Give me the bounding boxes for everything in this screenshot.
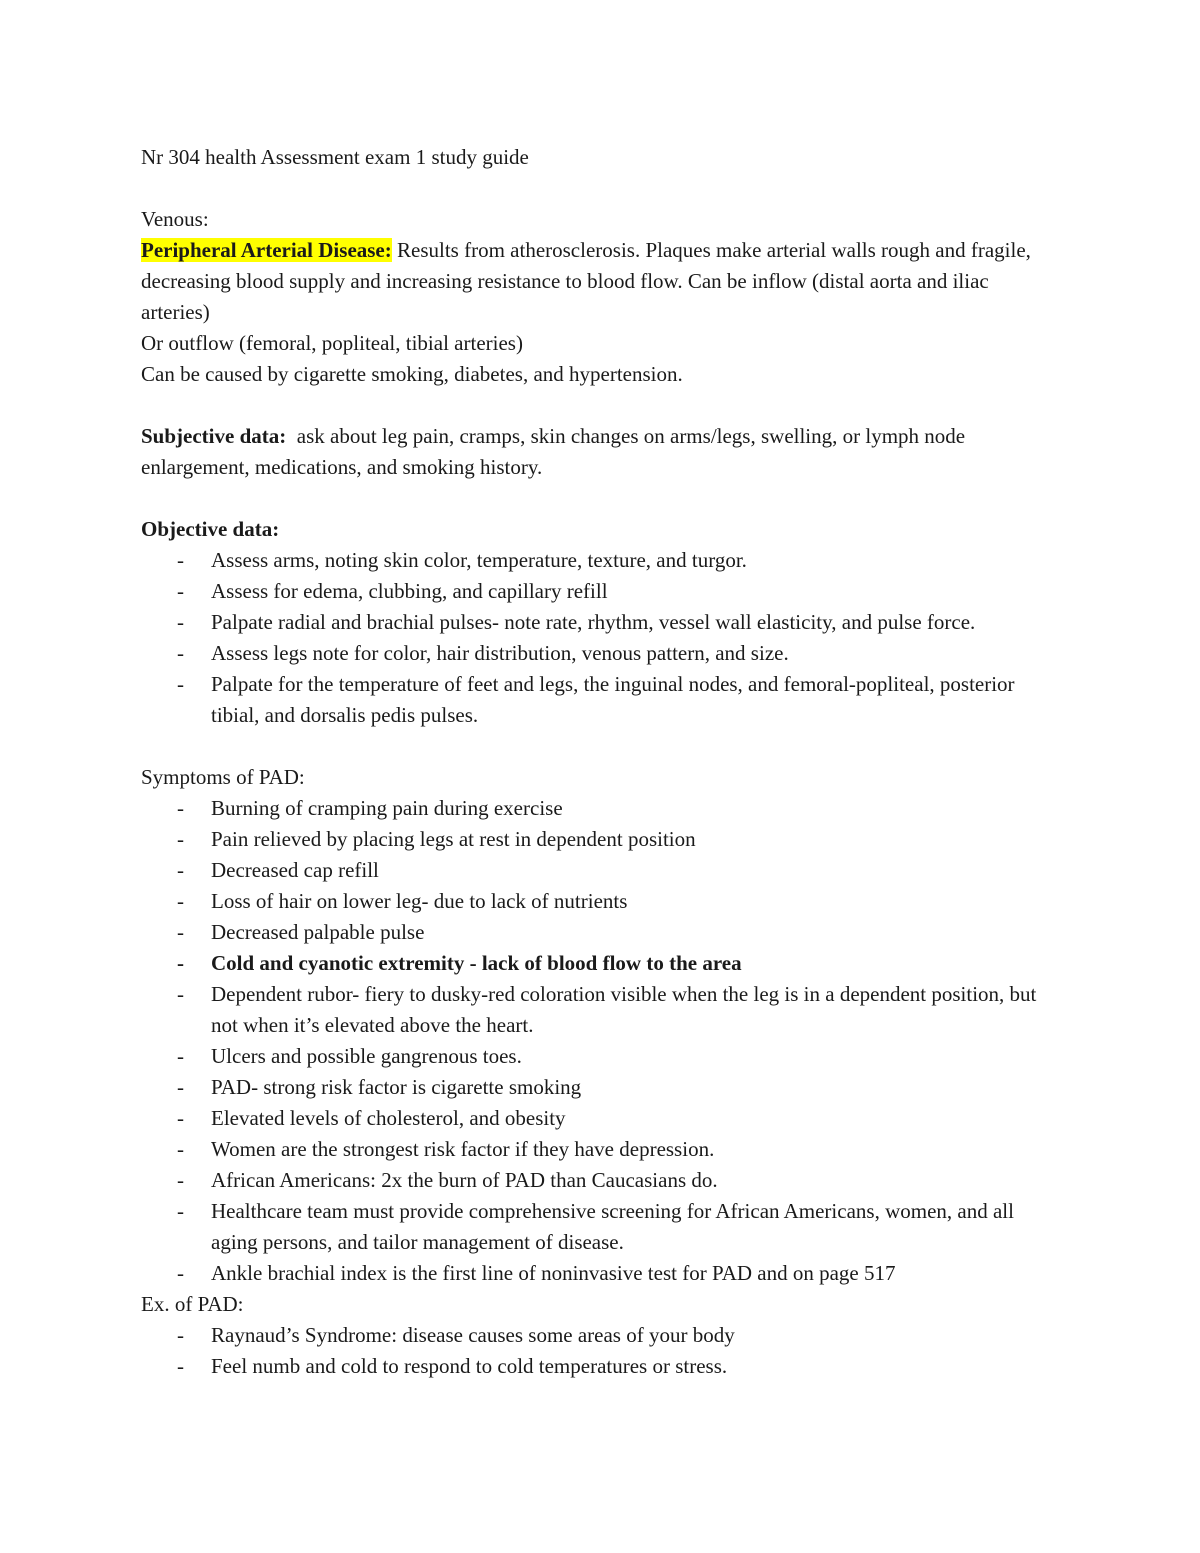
- document-title: Nr 304 health Assessment exam 1 study guide: [141, 145, 529, 169]
- subjective-data-paragraph: [141, 421, 1051, 483]
- list-item: - Palpate radial and brachial pulses- note rate, rhythm, vessel wall elasticity, and pulse force.: [141, 607, 1051, 638]
- list-item: - Ankle brachial index is the first line of noninvasive test for PAD and on page 517: [141, 1258, 1051, 1289]
- examples-list: [141, 1320, 1051, 1382]
- pad-definition-text: Results from atherosclerosis. Plaques make arterial walls rough and fragile, decreasing blood supply and increasing resistance to blood flow. Can be inflow (distal aorta and iliac arteries): [141, 238, 1031, 324]
- spacer: [141, 390, 1051, 421]
- list-item: - Loss of hair on lower leg- due to lack of nutrients: [141, 886, 1051, 917]
- pad-term-highlight: Peripheral Arterial Disease:: [141, 238, 392, 262]
- list-item: - Elevated levels of cholesterol, and obesity: [141, 1103, 1051, 1134]
- list-item: - Decreased palpable pulse: [141, 917, 1051, 948]
- spacer: [141, 173, 1051, 204]
- spacer: [141, 731, 1051, 762]
- subjective-data-label: Subjective data:: [141, 424, 287, 448]
- list-item: - Feel numb and cold to respond to cold temperatures or stress.: [141, 1351, 1051, 1382]
- list-item: - Women are the strongest risk factor if they have depression.: [141, 1134, 1051, 1165]
- list-item: - Assess for edema, clubbing, and capillary refill: [141, 576, 1051, 607]
- list-item: - Raynaud’s Syndrome: disease causes some areas of your body: [141, 1320, 1051, 1351]
- subjective-data-text: ask about leg pain, cramps, skin changes on arms/legs, swelling, or lymph node enlargement, medications, and smoking history.: [141, 424, 971, 479]
- symptoms-list: [141, 793, 1051, 1289]
- list-item: - Burning of cramping pain during exercise: [141, 793, 1051, 824]
- list-item: - Ulcers and possible gangrenous toes.: [141, 1041, 1051, 1072]
- pad-definition-paragraph: [141, 235, 1051, 328]
- pad-causes-line: Can be caused by cigarette smoking, diabetes, and hypertension.: [141, 362, 683, 386]
- spacer: [141, 483, 1051, 514]
- document-page: [141, 142, 1051, 1382]
- list-item: - PAD- strong risk factor is cigarette smoking: [141, 1072, 1051, 1103]
- list-item: - African Americans: 2x the burn of PAD than Caucasians do.: [141, 1165, 1051, 1196]
- objective-data-list: [141, 545, 1051, 731]
- symptoms-heading: Symptoms of PAD:: [141, 765, 305, 789]
- list-item: - Healthcare team must provide comprehensive screening for African Americans, women, and all aging persons, and tailor management of disease.: [141, 1196, 1051, 1258]
- pad-outflow-line: Or outflow (femoral, popliteal, tibial arteries): [141, 331, 523, 355]
- list-item-bold: - Cold and cyanotic extremity - lack of blood flow to the area: [141, 948, 1051, 979]
- examples-heading: Ex. of PAD:: [141, 1292, 244, 1316]
- objective-data-heading: Objective data:: [141, 517, 280, 541]
- list-item: - Palpate for the temperature of feet and legs, the inguinal nodes, and femoral-popliteal, posterior tibial, and dorsalis pedis pulses.: [141, 669, 1051, 731]
- list-item: - Decreased cap refill: [141, 855, 1051, 886]
- list-item: - Assess arms, noting skin color, temperature, texture, and turgor.: [141, 545, 1051, 576]
- list-item: - Pain relieved by placing legs at rest in dependent position: [141, 824, 1051, 855]
- venous-heading: Venous:: [141, 207, 209, 231]
- list-item: - Dependent rubor- fiery to dusky-red coloration visible when the leg is in a dependent position, but not when it’s elevated above the heart.: [141, 979, 1051, 1041]
- list-item: - Assess legs note for color, hair distribution, venous pattern, and size.: [141, 638, 1051, 669]
